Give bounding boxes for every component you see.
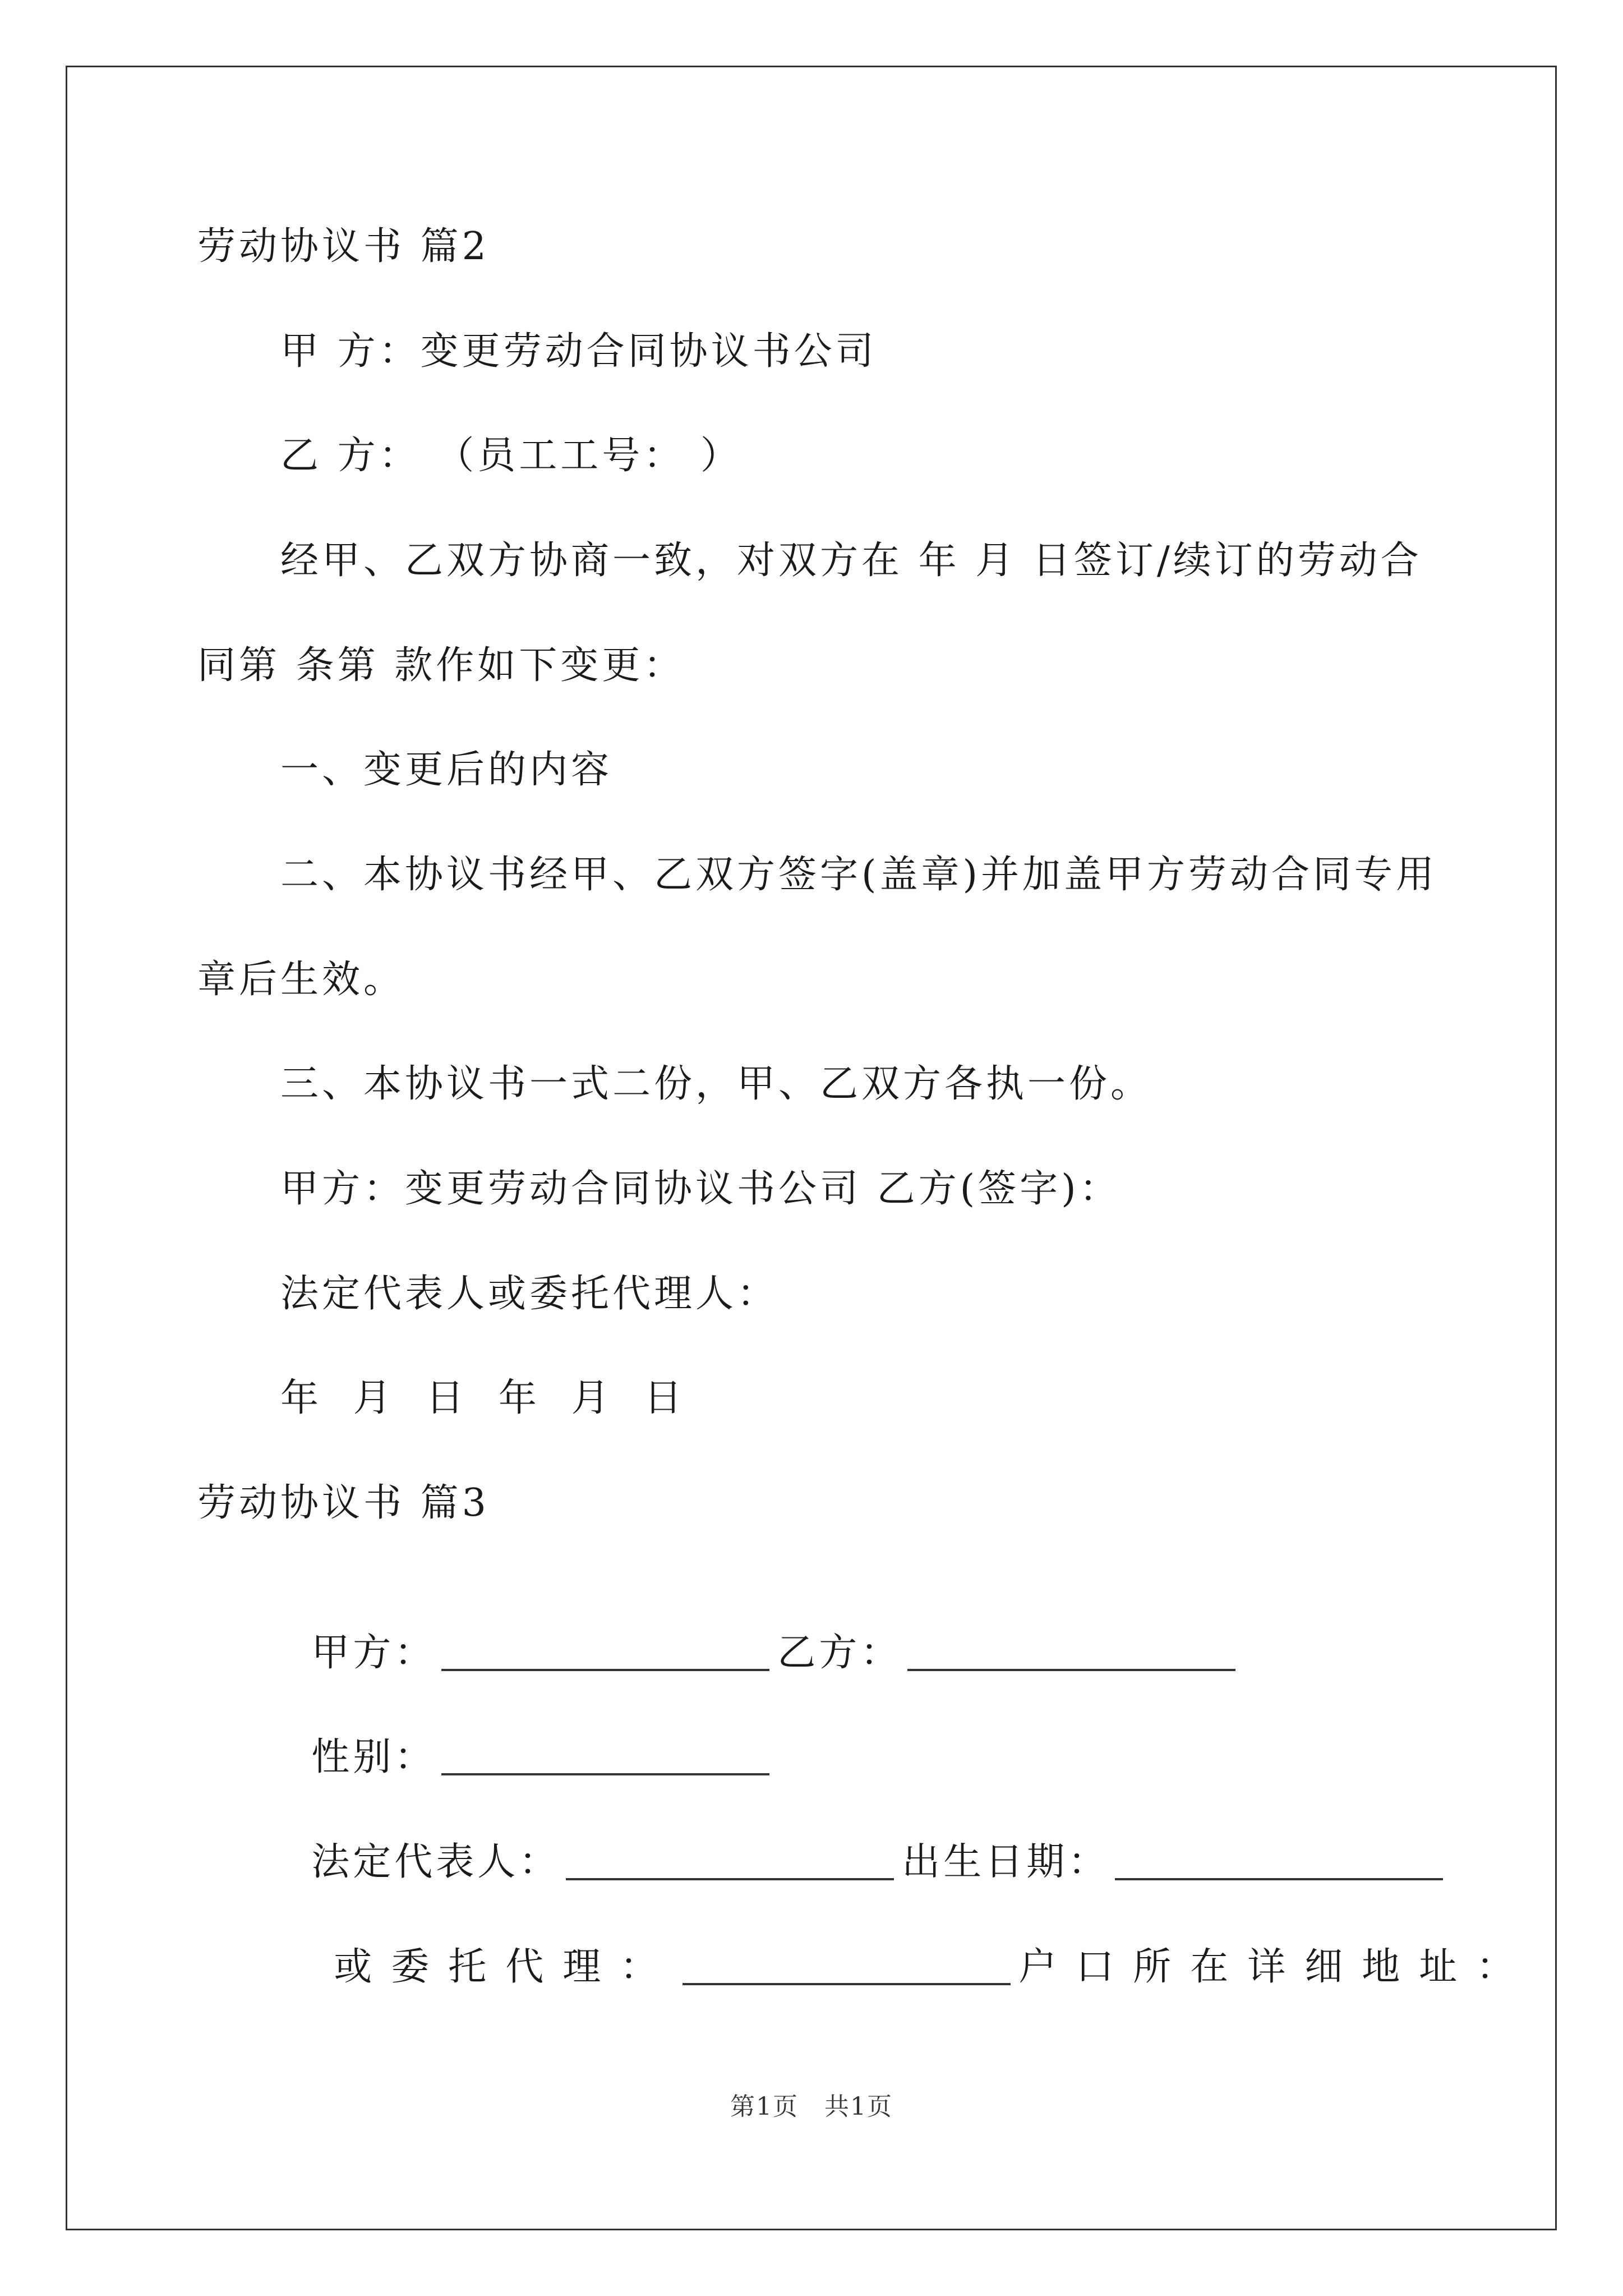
legal-rep-row [280, 1795, 1451, 1885]
party-fields-row [280, 1586, 1243, 1676]
representative-line: 法定代表人或委托代理人： [280, 1272, 779, 1316]
party-a-label: 甲方： [311, 1631, 436, 1675]
address-label: 户口所在详细地址： [1018, 1945, 1534, 1989]
legal-rep-label: 法定代表人： [311, 1840, 561, 1884]
item-2-line-1: 二、本协议书经甲、乙双方签字(盖章)并加盖甲方劳动合同专用 [280, 853, 1438, 897]
item-1: 一、变更后的内容 [280, 748, 613, 792]
party-a-line: 甲 方：变更劳动合同协议书公司 [280, 329, 877, 374]
paragraph-1-line-1: 经甲、乙双方协商一致，对双方在 年 月 日签订/续订的劳动合 [280, 539, 1422, 583]
party-b-label: 乙方： [777, 1631, 902, 1675]
gender-row [280, 1690, 777, 1780]
agent-label: 或委托代理： [334, 1945, 677, 1989]
agent-row [303, 1900, 1533, 1990]
party-b-line: 乙 方： （员工工号： ） [280, 434, 742, 478]
heading-section-2: 劳动协议书 篇2 [197, 224, 490, 269]
gender-label: 性别： [311, 1735, 436, 1779]
party-b-field[interactable] [907, 1665, 1235, 1671]
heading-section-3: 劳动协议书 篇3 [197, 1481, 490, 1525]
date-line: 年 月 日 年 月 日 [280, 1376, 694, 1420]
item-2-line-2: 章后生效。 [197, 958, 405, 1002]
birth-date-label: 出生日期： [902, 1840, 1110, 1884]
gender-field[interactable] [441, 1770, 769, 1775]
paragraph-1-line-2: 同第 条第 款作如下变更： [197, 643, 685, 688]
birth-date-field[interactable] [1115, 1875, 1443, 1880]
page-footer: 第1页 共1页 [730, 2092, 893, 2121]
agent-field[interactable] [683, 1980, 1011, 1985]
legal-rep-field[interactable] [566, 1875, 894, 1880]
party-a-field[interactable] [441, 1665, 769, 1671]
item-3: 三、本协议书一式二份，甲、乙双方各执一份。 [280, 1062, 1152, 1106]
signature-line: 甲方：变更劳动合同协议书公司 乙方(签字)： [280, 1167, 1121, 1211]
